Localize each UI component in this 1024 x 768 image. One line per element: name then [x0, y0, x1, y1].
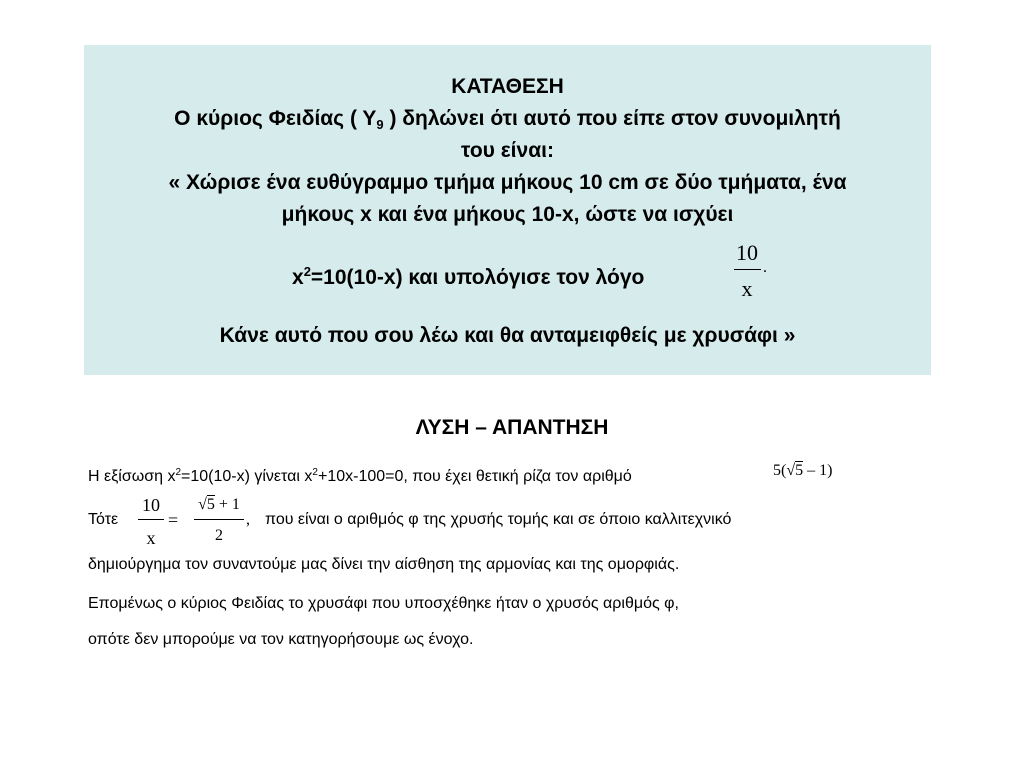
golden-fraction-1-denominator: x	[146, 528, 156, 548]
statement-box	[84, 45, 931, 375]
statement-line-4: μήκους x και ένα μήκους 10-x, ώστε να ισχύει	[281, 203, 734, 226]
tote-label: Τότε	[88, 511, 119, 528]
golden-fraction-2-numerator	[192, 496, 246, 514]
statement-closing-quote: Κάνε αυτό που σου λέω και θα ανταμειφθείς με χρυσάφι »	[219, 324, 796, 347]
equation-x: x	[292, 266, 304, 289]
solution-title: ΛΥΣΗ – ΑΠΑΝΤΗΣΗ	[415, 416, 609, 439]
solution-paragraph-3: δημιούργημα τον συναντούμε μας δίνει την αίσθηση της αρμονίας και της ομορφιάς.	[88, 556, 680, 573]
positive-root-expression	[773, 462, 832, 480]
golden-fraction-1-bar	[138, 519, 164, 520]
equals-sign: =	[168, 510, 179, 530]
p1-superscript-2: 2	[312, 467, 318, 478]
statement-title: ΚΑΤΑΘΕΣΗ	[451, 75, 564, 98]
statement-line-1	[84, 107, 931, 137]
radicand: 5	[795, 462, 804, 479]
plus-one: + 1	[214, 496, 240, 513]
solution-paragraph-4: Επομένως ο κύριος Φειδίας το χρυσάφι που υποσχέθηκε ήταν ο χρυσός αριθμός φ,	[88, 595, 679, 612]
solution-paragraph-1	[88, 463, 632, 487]
ratio-fraction-bar	[734, 269, 761, 270]
sqrt-sign: √	[786, 462, 796, 479]
statement-line-2: του είναι:	[461, 139, 554, 162]
solution-paragraph-2: που είναι ο αριθμός φ της χρυσής τομής και σε όποιο καλλιτεχνικό	[265, 511, 732, 528]
p1-part-b: =10(10-x) γίνεται x	[181, 468, 313, 485]
p1-part-c: +10x-100=0, που έχει θετική ρίζα τον αριθμό	[317, 468, 632, 485]
root-suffix: – 1)	[803, 462, 833, 479]
statement-line-1-a: Ο κύριος Φειδίας ( Υ	[174, 107, 377, 130]
root-prefix: 5(	[773, 462, 787, 479]
fraction-comma: ,	[246, 511, 250, 528]
golden-fraction-2-denominator: 2	[215, 527, 223, 544]
ratio-numerator: 10	[736, 240, 758, 265]
equation-superscript: 2	[303, 264, 311, 279]
statement-line-1-b: ) δηλώνει ότι αυτό που είπε στον συνομιλητή	[383, 107, 841, 130]
radicand-2: 5	[206, 496, 215, 513]
statement-subscript: 9	[376, 117, 384, 132]
p1-superscript-1: 2	[175, 467, 181, 478]
p1-part-a: Η εξίσωση x	[88, 468, 176, 485]
statement-equation	[292, 260, 644, 290]
equation-text: =10(10-x) και υπολόγισε τον λόγο	[310, 266, 645, 289]
ratio-denominator: x	[741, 276, 753, 301]
golden-fraction-2-bar	[194, 519, 244, 520]
statement-line-3: « Χώρισε ένα ευθύγραμμο τμήμα μήκους 10 cm σε δύο τμήματα, ένα	[168, 171, 847, 194]
solution-paragraph-5: οπότε δεν μπορούμε να τον κατηγορήσουμε ως ένοχο.	[88, 631, 474, 648]
sqrt-sign-2: √	[198, 496, 207, 513]
ratio-period: .	[763, 259, 767, 276]
golden-fraction-1-numerator: 10	[142, 495, 160, 515]
